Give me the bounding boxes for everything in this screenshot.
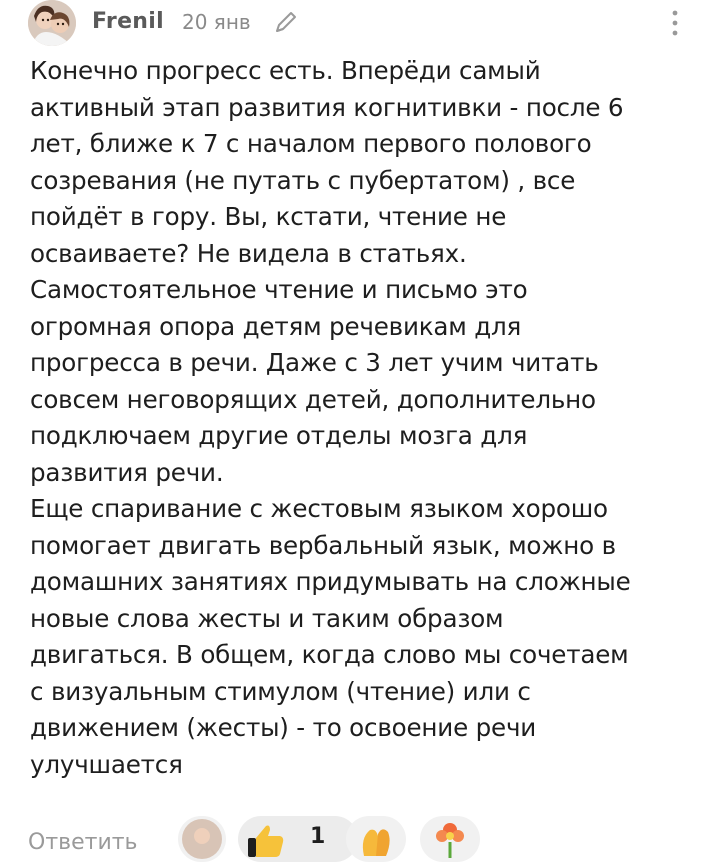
reply-button[interactable]: Ответить (28, 830, 138, 855)
reaction-avatar[interactable] (178, 816, 226, 862)
pencil-icon (272, 8, 300, 36)
thumbs-up-icon (238, 816, 298, 862)
reaction-like[interactable] (238, 816, 358, 862)
more-vertical-icon[interactable] (664, 8, 686, 38)
hands-emoji-icon (346, 816, 406, 862)
comment-header (28, 0, 698, 46)
comment-footer (28, 812, 708, 855)
flower-emoji-icon (420, 816, 480, 862)
reaction-flower[interactable] (420, 816, 480, 862)
avatar-reaction-icon (178, 816, 226, 862)
reaction-hands[interactable] (346, 816, 406, 862)
author-name[interactable]: Frenil (92, 9, 164, 34)
like-count: 1 (310, 824, 326, 849)
comment-date: 20 янв (182, 10, 251, 34)
author-avatar[interactable] (28, 0, 76, 46)
avatar-photo-icon (28, 0, 76, 46)
comment-text: Конечно прогресс есть. Вперёди самый активный этап развития когнитивки - после 6 лет, ближе к 7 с началом первого полового созревания (не путать с пубертатом) , все пойдёт в гору. Вы, кстати, чтение не осваиваете? Не видела в статьях. Самостоятельное чтение и письмо это огромная опора детям речевикам для прогресса в речи. Даже с 3 лет учим читать совсем неговорящих детей, дополнительно подключаем другие отделы мозга для развития речи. Еще спаривание с жестовым языком хорошо помогает двигать вербальный язык, можно в домашних занятиях придумывать на сложные новые слова жесты и таким образом двигаться. В общем, когда слово мы сочетаем с визуальным стимулом (чтение) или с движением (жесты) - то освоение речи улучшается (30, 56, 631, 779)
